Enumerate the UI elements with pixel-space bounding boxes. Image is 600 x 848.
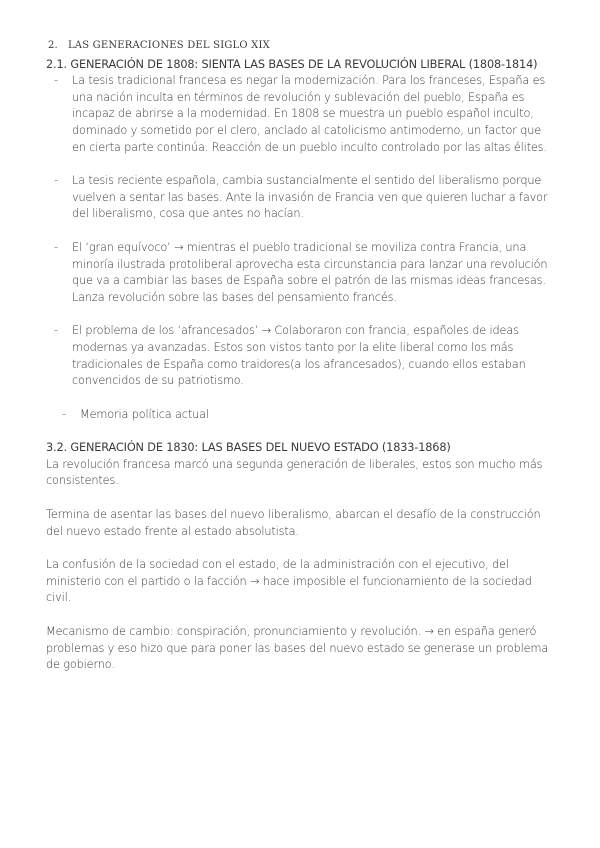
bullet-list-1808 <box>46 73 556 423</box>
chapter-number: 2. <box>48 40 58 51</box>
chapter-title <box>48 38 556 55</box>
chapter-title-text: LAS GENERACIONES DEL SIGLO XIX <box>67 40 270 51</box>
list-item: - La tesis reciente española, cambia sustancialmente el sentido del liberalismo porque vuelven a sentar las bases. Ante la invasión de Francia ven que quieren luchar a favor del liberalismo, cosa que antes no hacían. <box>46 173 556 223</box>
list-item: - El problema de los ‘afrancesados’ → Colaboraron con francia, españoles de ideas modernas ya avanzadas. Estos son vistos tanto por la elite liberal como los más tradicionales de España como traidores(a los afrancesados), cuando ellos estaban convencidos de su patriotismo. <box>46 323 556 389</box>
section-heading-1830: 3.2. GENERACIÓN DE 1830: LAS BASES DEL NUEVO ESTADO (1833-1868) <box>46 441 451 455</box>
document-page <box>46 38 556 691</box>
list-item: - La tesis tradicional francesa es negar la modernización. Para los franceses, España es una nación inculta en términos de revolución y sublevación del pueblo, España es incapaz de abrirse a la modernidad. En 1808 se muestra un pueblo español inculto, dominado y sometido por el clero, anclado al catolicismo antimoderno, un factor que en cierta parte continúa. Reacción de un pueblo inculto controlado por las altas élites. <box>46 73 556 156</box>
paragraph: Mecanismo de cambio: conspiración, pronunciamiento y revolución. → en españa generó problemas y eso hizo que para poner las bases del nuevo estado se generase un problema de gobierno. <box>46 625 549 672</box>
paragraph: La confusión de la sociedad con el estado, de la administración con el ejecutivo, del ministerio con el partido o la facción → hace imposible el funcionamiento de la sociedad civil. <box>46 558 532 605</box>
list-item: - El ‘gran equívoco’ → mientras el pueblo tradicional se moviliza contra Francia, una minoría ilustrada protoliberal aprovecha esta circunstancia para lanzar una revolución que va a cambiar las bases de España sobre el patrón de las mismas ideas francesas. Lanza revolución sobre las bases del pensamiento francés. <box>46 240 556 306</box>
paragraph: La revolución francesa marcó una segunda generación de liberales, estos son mucho más consistentes. <box>46 457 543 488</box>
paragraph: Termina de asentar las bases del nuevo liberalismo, abarcan el desafío de la construcción del nuevo estado frente al estado absolutista. <box>46 508 541 538</box>
list-item: - Memoria política actual <box>46 407 556 424</box>
section-heading-1808: 2.1. GENERACIÓN DE 1808: SIENTA LAS BASES DE LA REVOLUCIÓN LIBERAL (1808-1814) <box>46 57 538 71</box>
